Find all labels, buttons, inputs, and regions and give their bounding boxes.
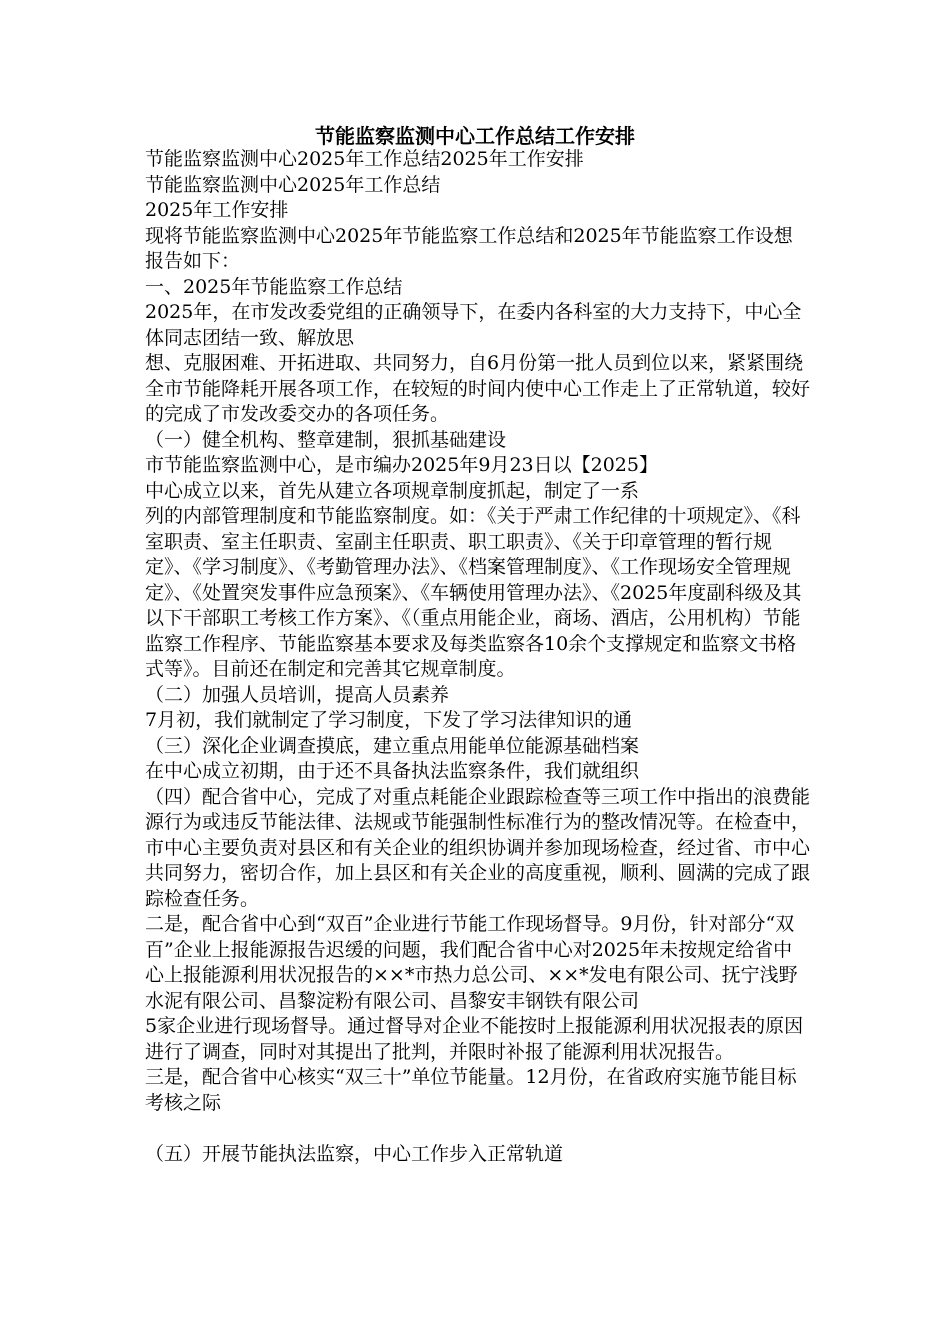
paragraph-19: 三是，配合省中心核实“双三十”单位节能量。12月份，在省政府实施节能目标考核之际 bbox=[145, 1066, 797, 1114]
paragraph-10: 中心成立以来，首先从建立各项规章制度抓起，制定了一系 bbox=[145, 479, 640, 502]
subheading-2: （二）加强人员培训，提高人员素养 bbox=[145, 683, 450, 706]
paragraph-7: 想、克服困难、开拓进取、共同努力，自6月份第一批人员到位以来，紧紧围绕全市节能降耗开展各项工作，在较短的时间内使中心工作走上了正常轨道，较好的完成了市发改委交办的各项任务。 bbox=[145, 352, 811, 425]
paragraph-3: 2025年工作安排 bbox=[145, 199, 289, 221]
subheading-5: （五）开展节能执法监察，中心工作步入正常轨道 bbox=[145, 1142, 564, 1165]
paragraph-4: 现将节能监察监测中心2025年节能监察工作总结和2025年节能监察工作设想报告如下： bbox=[145, 224, 793, 272]
document-title: 节能监察监测中心工作总结工作安排 bbox=[315, 124, 635, 148]
paragraph-15: 在中心成立初期，由于还不具备执法监察条件，我们就组织 bbox=[145, 760, 640, 782]
subheading-1: （一）健全机构、整章建制，狠抓基础建设 bbox=[145, 428, 507, 451]
paragraph-17: 二是，配合省中心到“双百”企业进行节能工作现场督导。9月份，针对部分“双百”企业上报能源报告迟缓的问题，我们配合省中心对2025年未按规定给省中心上报能源利用状况报告的××*市热力总公司、××*发电有限公司、抚宁浅野水泥有限公司、昌黎淀粉有限公司、昌黎安丰钢铁有限公司 bbox=[145, 913, 798, 1012]
paragraph-6: 2025年，在市发改委党组的正确领导下，在委内各科室的大力支持下，中心全体同志团结一致、解放思 bbox=[145, 301, 802, 349]
paragraph-18: 5家企业进行现场督导。通过督导对企业不能按时上报能源利用状况报表的原因进行了调查，同时对其提出了批判，并限时补报了能源利用状况报告。 bbox=[145, 1015, 804, 1063]
paragraph-2: 节能监察监测中心2025年工作总结 bbox=[145, 173, 441, 196]
paragraph-9: 市节能监察监测中心，是市编办2025年9月23日以【2025】 bbox=[145, 454, 658, 476]
paragraph-1: 节能监察监测中心2025年工作总结2025年工作安排 bbox=[145, 148, 584, 170]
paragraph-13: 7月初，我们就制定了学习制度，下发了学习法律知识的通 bbox=[145, 709, 633, 731]
subheading-3: （三）深化企业调查摸底，建立重点用能单位能源基础档案 bbox=[145, 734, 640, 757]
document-body bbox=[145, 147, 811, 1167]
blank-line bbox=[145, 1116, 811, 1142]
paragraph-16: （四）配合省中心，完成了对重点耗能企业跟踪检查等三项工作中指出的浪费能源行为或违反节能法律、法规或节能强制性标准行为的整改情况等。在检查中，市中心主要负责对县区和有关企业的组织协调并参加现场检查，经过省、市中心共同努力，密切合作，加上县区和有关企业的高度重视，顺利、圆满的完成了跟踪检查任务。 bbox=[145, 785, 811, 910]
paragraph-11: 列的内部管理制度和节能监察制度。如：《关于严肃工作纪律的十项规定》、《科室职责、室主任职责、室副主任职责、职工职责》、《关于印章管理的暂行规定》、《学习制度》、《考勤管理办法》、《档案管理制度》、《工作现场安全管理规定》、《处置突发事件应急预案》、《车辆使用管理办法》、《2025年度副科级及其以下干部职工考核工作方案》、《（重点用能企业，商场、酒店，公用机构）节能监察工作程序、节能监察基本要求及每类监察各10余个支撑规定和监察文书格式等》。目前还在制定和完善其它规章制度。 bbox=[145, 505, 802, 680]
section-heading-1: 一、2025年节能监察工作总结 bbox=[145, 275, 403, 298]
